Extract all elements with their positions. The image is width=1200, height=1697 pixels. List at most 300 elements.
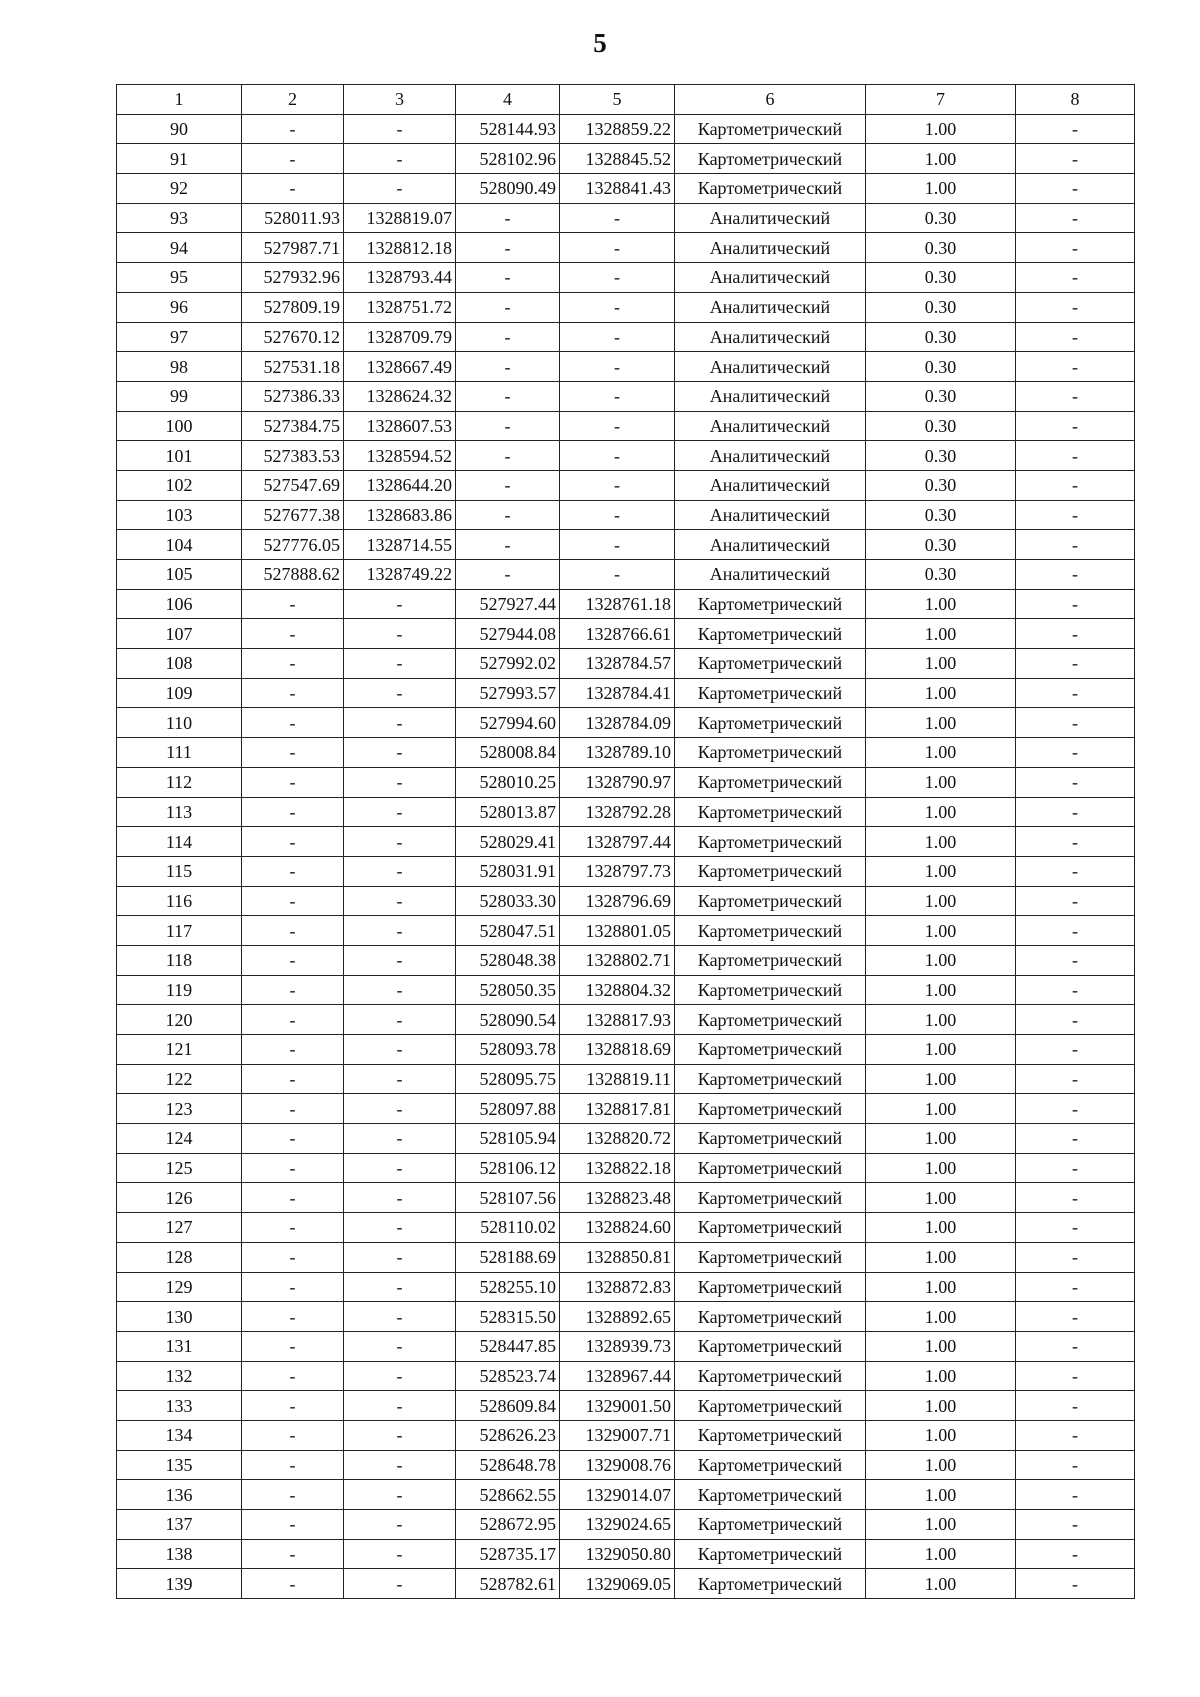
table-cell: - — [242, 619, 344, 649]
table-cell: Картометрический — [675, 1242, 866, 1272]
table-cell: - — [344, 827, 456, 857]
table-row — [117, 589, 1135, 619]
table-cell: 1.00 — [866, 174, 1016, 204]
table-cell: Аналитический — [675, 203, 866, 233]
table-cell: 1328766.61 — [560, 619, 675, 649]
table-cell: 1328784.09 — [560, 708, 675, 738]
table-cell: - — [560, 352, 675, 382]
table-cell: - — [1016, 827, 1135, 857]
table-cell: Картометрический — [675, 1213, 866, 1243]
table-cell: - — [242, 1153, 344, 1183]
table-cell: 1328819.11 — [560, 1064, 675, 1094]
table-cell: - — [456, 381, 560, 411]
table-cell: Аналитический — [675, 381, 866, 411]
table-cell: - — [1016, 203, 1135, 233]
table-cell: - — [242, 1094, 344, 1124]
table-cell: 528095.75 — [456, 1064, 560, 1094]
table-row — [117, 945, 1135, 975]
table-row — [117, 975, 1135, 1005]
table-cell: 528090.49 — [456, 174, 560, 204]
table-cell: - — [1016, 1361, 1135, 1391]
table-cell: 136 — [117, 1480, 242, 1510]
table-cell: 527776.05 — [242, 530, 344, 560]
table-row — [117, 1450, 1135, 1480]
table-cell: Картометрический — [675, 1035, 866, 1065]
table-cell: Аналитический — [675, 470, 866, 500]
table-row — [117, 411, 1135, 441]
table-cell: 528106.12 — [456, 1153, 560, 1183]
table-cell: 116 — [117, 886, 242, 916]
table-cell: - — [456, 233, 560, 263]
table-cell: 124 — [117, 1124, 242, 1154]
table-cell: 90 — [117, 114, 242, 144]
table-cell: - — [1016, 114, 1135, 144]
table-cell: - — [344, 1064, 456, 1094]
table-cell: Картометрический — [675, 619, 866, 649]
table-cell: 528031.91 — [456, 856, 560, 886]
table-row — [117, 886, 1135, 916]
table-cell: - — [456, 352, 560, 382]
table-cell: 133 — [117, 1391, 242, 1421]
table-cell: - — [456, 203, 560, 233]
table-cell: 1328939.73 — [560, 1331, 675, 1361]
column-header: 6 — [675, 85, 866, 115]
table-cell: Картометрический — [675, 945, 866, 975]
table-cell: 102 — [117, 470, 242, 500]
table-cell: 528648.78 — [456, 1450, 560, 1480]
table-cell: - — [344, 738, 456, 768]
table-cell: - — [456, 500, 560, 530]
table-row — [117, 500, 1135, 530]
table-cell: 1.00 — [866, 1124, 1016, 1154]
table-cell: - — [344, 1302, 456, 1332]
table-cell: 527384.75 — [242, 411, 344, 441]
table-row — [117, 1153, 1135, 1183]
table-cell: - — [1016, 975, 1135, 1005]
table-cell: - — [560, 500, 675, 530]
table-cell: - — [1016, 292, 1135, 322]
table-cell: - — [560, 441, 675, 471]
table-cell: 527386.33 — [242, 381, 344, 411]
table-cell: - — [242, 1064, 344, 1094]
table-cell: - — [242, 1480, 344, 1510]
table-cell: - — [242, 1302, 344, 1332]
table-cell: Аналитический — [675, 411, 866, 441]
table-row — [117, 1183, 1135, 1213]
table-cell: 527888.62 — [242, 560, 344, 590]
table-cell: - — [560, 411, 675, 441]
table-row — [117, 560, 1135, 590]
table-cell: 122 — [117, 1064, 242, 1094]
table-cell: 528093.78 — [456, 1035, 560, 1065]
table-cell: - — [1016, 1183, 1135, 1213]
table-cell: 1328607.53 — [344, 411, 456, 441]
table-cell: - — [344, 1569, 456, 1599]
table-cell: Аналитический — [675, 560, 866, 590]
table-cell: 528048.38 — [456, 945, 560, 975]
table-cell: - — [1016, 352, 1135, 382]
table-row — [117, 174, 1135, 204]
table-cell: - — [1016, 500, 1135, 530]
table-cell: 135 — [117, 1450, 242, 1480]
table-cell: - — [242, 1213, 344, 1243]
table-cell: - — [1016, 1094, 1135, 1124]
table-cell: 1.00 — [866, 1569, 1016, 1599]
table-cell: 1.00 — [866, 827, 1016, 857]
table-cell: Картометрический — [675, 975, 866, 1005]
table-row — [117, 1213, 1135, 1243]
table-cell: 1328817.81 — [560, 1094, 675, 1124]
table-cell: 527994.60 — [456, 708, 560, 738]
table-cell: - — [456, 470, 560, 500]
table-cell: 1.00 — [866, 738, 1016, 768]
table-cell: - — [344, 1272, 456, 1302]
table-cell: - — [560, 322, 675, 352]
table-row — [117, 1005, 1135, 1035]
table-row — [117, 916, 1135, 946]
table-cell: - — [456, 263, 560, 293]
table-cell: 1.00 — [866, 1094, 1016, 1124]
table-cell: - — [242, 649, 344, 679]
table-cell: - — [344, 649, 456, 679]
table-cell: - — [344, 1094, 456, 1124]
table-cell: Картометрический — [675, 1302, 866, 1332]
table-cell: 0.30 — [866, 352, 1016, 382]
table-cell: Аналитический — [675, 233, 866, 263]
table-cell: - — [344, 975, 456, 1005]
table-cell: 1.00 — [866, 767, 1016, 797]
table-cell: - — [344, 1331, 456, 1361]
table-row — [117, 856, 1135, 886]
table-cell: Аналитический — [675, 441, 866, 471]
table-cell: 0.30 — [866, 411, 1016, 441]
table-cell: - — [344, 708, 456, 738]
table-cell: 0.30 — [866, 530, 1016, 560]
table-cell: 527383.53 — [242, 441, 344, 471]
table-cell: 528050.35 — [456, 975, 560, 1005]
table-cell: 1.00 — [866, 1035, 1016, 1065]
table-cell: 128 — [117, 1242, 242, 1272]
table-cell: 528735.17 — [456, 1539, 560, 1569]
table-cell: - — [344, 1539, 456, 1569]
table-cell: 528188.69 — [456, 1242, 560, 1272]
table-cell: 121 — [117, 1035, 242, 1065]
table-cell: - — [242, 797, 344, 827]
table-cell: Картометрический — [675, 589, 866, 619]
table-cell: - — [344, 174, 456, 204]
table-cell: - — [344, 589, 456, 619]
table-cell: 1328824.60 — [560, 1213, 675, 1243]
table-cell: 119 — [117, 975, 242, 1005]
table-cell: - — [1016, 886, 1135, 916]
table-cell: - — [344, 767, 456, 797]
table-cell: - — [1016, 1064, 1135, 1094]
table-cell: 528144.93 — [456, 114, 560, 144]
table-cell: 117 — [117, 916, 242, 946]
table-cell: 528010.25 — [456, 767, 560, 797]
table-cell: 528255.10 — [456, 1272, 560, 1302]
table-cell: 1328892.65 — [560, 1302, 675, 1332]
column-header: 5 — [560, 85, 675, 115]
table-cell: - — [1016, 263, 1135, 293]
table-cell: 0.30 — [866, 441, 1016, 471]
table-cell: 1328817.93 — [560, 1005, 675, 1035]
table-cell: - — [1016, 945, 1135, 975]
column-header: 2 — [242, 85, 344, 115]
table-cell: - — [1016, 1331, 1135, 1361]
table-cell: 528782.61 — [456, 1569, 560, 1599]
table-row — [117, 678, 1135, 708]
page-number: 5 — [593, 28, 607, 58]
table-cell: 1328797.73 — [560, 856, 675, 886]
table-cell: - — [242, 1242, 344, 1272]
table-cell: 1328812.18 — [344, 233, 456, 263]
table-cell: Картометрический — [675, 797, 866, 827]
table-cell: - — [560, 470, 675, 500]
table-cell: 105 — [117, 560, 242, 590]
table-cell: 99 — [117, 381, 242, 411]
table-cell: 127 — [117, 1213, 242, 1243]
table-cell: 0.30 — [866, 233, 1016, 263]
table-cell: - — [1016, 322, 1135, 352]
table-cell: 1.00 — [866, 1539, 1016, 1569]
table-cell: - — [1016, 797, 1135, 827]
table-cell: 527932.96 — [242, 263, 344, 293]
table-cell: - — [1016, 560, 1135, 590]
table-cell: 138 — [117, 1539, 242, 1569]
table-cell: 527993.57 — [456, 678, 560, 708]
table-cell: Картометрический — [675, 114, 866, 144]
table-cell: - — [242, 1005, 344, 1035]
table-cell: - — [242, 827, 344, 857]
table-cell: 1329014.07 — [560, 1480, 675, 1510]
table-cell: 528315.50 — [456, 1302, 560, 1332]
table-cell: 1328818.69 — [560, 1035, 675, 1065]
table-cell: 1.00 — [866, 916, 1016, 946]
table-cell: - — [344, 619, 456, 649]
table-cell: - — [1016, 1213, 1135, 1243]
table-cell: - — [344, 1480, 456, 1510]
table-cell: - — [242, 1569, 344, 1599]
table-cell: 1328793.44 — [344, 263, 456, 293]
table-cell: 1328804.32 — [560, 975, 675, 1005]
table-cell: 528626.23 — [456, 1420, 560, 1450]
table-cell: - — [344, 856, 456, 886]
table-cell: - — [560, 530, 675, 560]
table-cell: - — [344, 1361, 456, 1391]
table-cell: 104 — [117, 530, 242, 560]
table-cell: - — [344, 916, 456, 946]
table-cell: - — [560, 292, 675, 322]
table-cell: 528029.41 — [456, 827, 560, 857]
table-row — [117, 708, 1135, 738]
table-cell: - — [456, 560, 560, 590]
table-row — [117, 292, 1135, 322]
table-row — [117, 1035, 1135, 1065]
coordinates-table — [116, 84, 1135, 1599]
table-row — [117, 144, 1135, 174]
table-cell: 0.30 — [866, 500, 1016, 530]
table-cell: - — [242, 975, 344, 1005]
table-cell: 120 — [117, 1005, 242, 1035]
table-cell: - — [1016, 1242, 1135, 1272]
table-row — [117, 441, 1135, 471]
table-cell: 109 — [117, 678, 242, 708]
table-cell: - — [1016, 144, 1135, 174]
table-cell: 134 — [117, 1420, 242, 1450]
table-cell: - — [344, 886, 456, 916]
table-row — [117, 1510, 1135, 1540]
table-cell: 131 — [117, 1331, 242, 1361]
table-cell: 528090.54 — [456, 1005, 560, 1035]
table-row — [117, 470, 1135, 500]
table-cell: Картометрический — [675, 649, 866, 679]
table-cell: 91 — [117, 144, 242, 174]
table-cell: Картометрический — [675, 827, 866, 857]
table-cell: Картометрический — [675, 1569, 866, 1599]
table-cell: - — [1016, 856, 1135, 886]
table-cell: - — [1016, 1005, 1135, 1035]
table-row — [117, 1242, 1135, 1272]
table-cell: 1329008.76 — [560, 1450, 675, 1480]
table-cell: 1.00 — [866, 144, 1016, 174]
table-cell: - — [1016, 1302, 1135, 1332]
table-cell: - — [242, 678, 344, 708]
table-cell: 106 — [117, 589, 242, 619]
column-header: 1 — [117, 85, 242, 115]
table-row — [117, 797, 1135, 827]
table-row — [117, 1569, 1135, 1599]
table-cell: 1.00 — [866, 1450, 1016, 1480]
table-cell: 113 — [117, 797, 242, 827]
table-cell: - — [242, 767, 344, 797]
table-cell: Картометрический — [675, 678, 866, 708]
table-cell: - — [560, 203, 675, 233]
table-cell: Аналитический — [675, 530, 866, 560]
table-cell: 528105.94 — [456, 1124, 560, 1154]
table-cell: 1328801.05 — [560, 916, 675, 946]
table-cell: 527531.18 — [242, 352, 344, 382]
table-cell: 527944.08 — [456, 619, 560, 649]
table-cell: 1328667.49 — [344, 352, 456, 382]
table-cell: 1.00 — [866, 886, 1016, 916]
table-cell: 528672.95 — [456, 1510, 560, 1540]
table-cell: Аналитический — [675, 500, 866, 530]
table-row — [117, 1331, 1135, 1361]
table-body — [117, 114, 1135, 1598]
table-cell: Картометрический — [675, 144, 866, 174]
table-cell: 1.00 — [866, 678, 1016, 708]
table-cell: - — [242, 1124, 344, 1154]
table-cell: 125 — [117, 1153, 242, 1183]
table-cell: Картометрический — [675, 1124, 866, 1154]
table-cell: Картометрический — [675, 1539, 866, 1569]
table-cell: 527677.38 — [242, 500, 344, 530]
table-cell: - — [1016, 649, 1135, 679]
table-cell: Картометрический — [675, 1420, 866, 1450]
table-row — [117, 203, 1135, 233]
table-cell: 1328624.32 — [344, 381, 456, 411]
table-cell: 1.00 — [866, 975, 1016, 1005]
table-cell: 528107.56 — [456, 1183, 560, 1213]
table-cell: - — [242, 114, 344, 144]
table-cell: Картометрический — [675, 738, 866, 768]
table-cell: - — [344, 1391, 456, 1421]
table-cell: - — [1016, 589, 1135, 619]
table-cell: 1.00 — [866, 1005, 1016, 1035]
table-cell: - — [456, 292, 560, 322]
table-cell: 1.00 — [866, 649, 1016, 679]
table-cell: 103 — [117, 500, 242, 530]
table-cell: - — [1016, 174, 1135, 204]
table-row — [117, 738, 1135, 768]
table-cell: 126 — [117, 1183, 242, 1213]
table-cell: - — [1016, 1480, 1135, 1510]
table-cell: - — [1016, 441, 1135, 471]
table-cell: 1329050.80 — [560, 1539, 675, 1569]
table-row — [117, 1420, 1135, 1450]
column-header: 3 — [344, 85, 456, 115]
table-cell: 1.00 — [866, 708, 1016, 738]
table-cell: Картометрический — [675, 1064, 866, 1094]
table-header-row — [117, 85, 1135, 115]
table-cell: 528447.85 — [456, 1331, 560, 1361]
table-cell: 1.00 — [866, 1331, 1016, 1361]
table-cell: - — [344, 678, 456, 708]
table-cell: 114 — [117, 827, 242, 857]
table-cell: 101 — [117, 441, 242, 471]
table-cell: 1328841.43 — [560, 174, 675, 204]
table-cell: 97 — [117, 322, 242, 352]
table-cell: - — [242, 916, 344, 946]
table-cell: Картометрический — [675, 1361, 866, 1391]
table-cell: 1328823.48 — [560, 1183, 675, 1213]
table-cell: - — [1016, 1272, 1135, 1302]
table-cell: 137 — [117, 1510, 242, 1540]
table-cell: - — [1016, 1391, 1135, 1421]
table-cell: - — [344, 1242, 456, 1272]
table-cell: Картометрический — [675, 1005, 866, 1035]
table-row — [117, 649, 1135, 679]
table-cell: Аналитический — [675, 352, 866, 382]
column-header: 4 — [456, 85, 560, 115]
table-cell: - — [1016, 1450, 1135, 1480]
table-cell: 527992.02 — [456, 649, 560, 679]
table-cell: 1.00 — [866, 1420, 1016, 1450]
table-row — [117, 352, 1135, 382]
table-row — [117, 767, 1135, 797]
table-cell: 527547.69 — [242, 470, 344, 500]
table-cell: - — [1016, 530, 1135, 560]
table-cell: 1328751.72 — [344, 292, 456, 322]
table-cell: 1329001.50 — [560, 1391, 675, 1421]
table-row — [117, 263, 1135, 293]
table-cell: 1.00 — [866, 1510, 1016, 1540]
table-cell: - — [242, 708, 344, 738]
table-cell: 528013.87 — [456, 797, 560, 827]
column-header: 7 — [866, 85, 1016, 115]
table-cell: 1328822.18 — [560, 1153, 675, 1183]
table-cell: 1328792.28 — [560, 797, 675, 827]
table-cell: - — [560, 560, 675, 590]
table-cell: - — [1016, 1124, 1135, 1154]
table-cell: - — [456, 322, 560, 352]
table-cell: 0.30 — [866, 203, 1016, 233]
table-cell: - — [1016, 1153, 1135, 1183]
table-cell: - — [242, 144, 344, 174]
table-cell: 0.30 — [866, 381, 1016, 411]
table-cell: Картометрический — [675, 1391, 866, 1421]
